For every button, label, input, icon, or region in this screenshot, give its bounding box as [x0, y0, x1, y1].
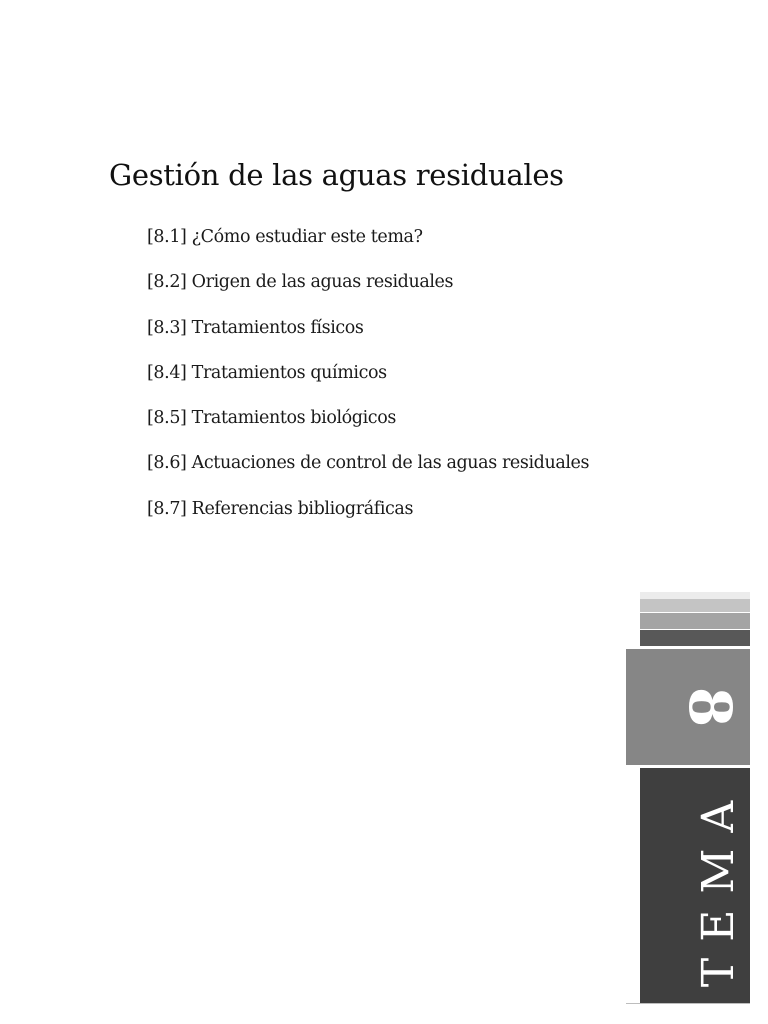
- toc-item-8-3: [147, 315, 589, 360]
- toc-label: Tratamientos químicos: [191, 362, 387, 383]
- tab-stripe-light: [640, 599, 750, 612]
- toc-label: Tratamientos biológicos: [191, 408, 396, 429]
- toc-number: [8.2]: [147, 272, 187, 293]
- tab-stripe-dark: [640, 630, 750, 646]
- toc-label: Tratamientos físicos: [191, 317, 364, 338]
- toc-item-8-6: [147, 450, 589, 495]
- toc-item-8-5: [147, 405, 589, 450]
- chapter-label: TEMA: [693, 784, 744, 988]
- toc-item-8-1: [147, 224, 589, 269]
- toc-label: ¿Cómo estudiar este tema?: [191, 227, 423, 247]
- tab-stripe-mid: [640, 613, 750, 629]
- toc-number: [8.3]: [147, 317, 187, 338]
- toc-number: [8.1]: [147, 227, 187, 247]
- table-of-contents: [147, 224, 589, 541]
- toc-label: Referencias bibliográficas: [191, 498, 414, 519]
- toc-item-8-2: [147, 269, 589, 314]
- tab-bottom-rule: [626, 1003, 750, 1004]
- toc-item-8-4: [147, 360, 589, 405]
- toc-number: [8.7]: [147, 498, 187, 519]
- toc-number: [8.4]: [147, 362, 187, 383]
- toc-label: Origen de las aguas residuales: [191, 272, 454, 293]
- toc-item-8-7: [147, 496, 589, 541]
- tab-stripe-lightest: [640, 592, 750, 599]
- chapter-title: Gestión de las aguas residuales: [109, 158, 564, 192]
- toc-label: Actuaciones de control de las aguas residuales: [191, 453, 590, 474]
- chapter-number: 8: [676, 686, 744, 728]
- toc-number: [8.6]: [147, 453, 187, 474]
- toc-number: [8.5]: [147, 408, 187, 429]
